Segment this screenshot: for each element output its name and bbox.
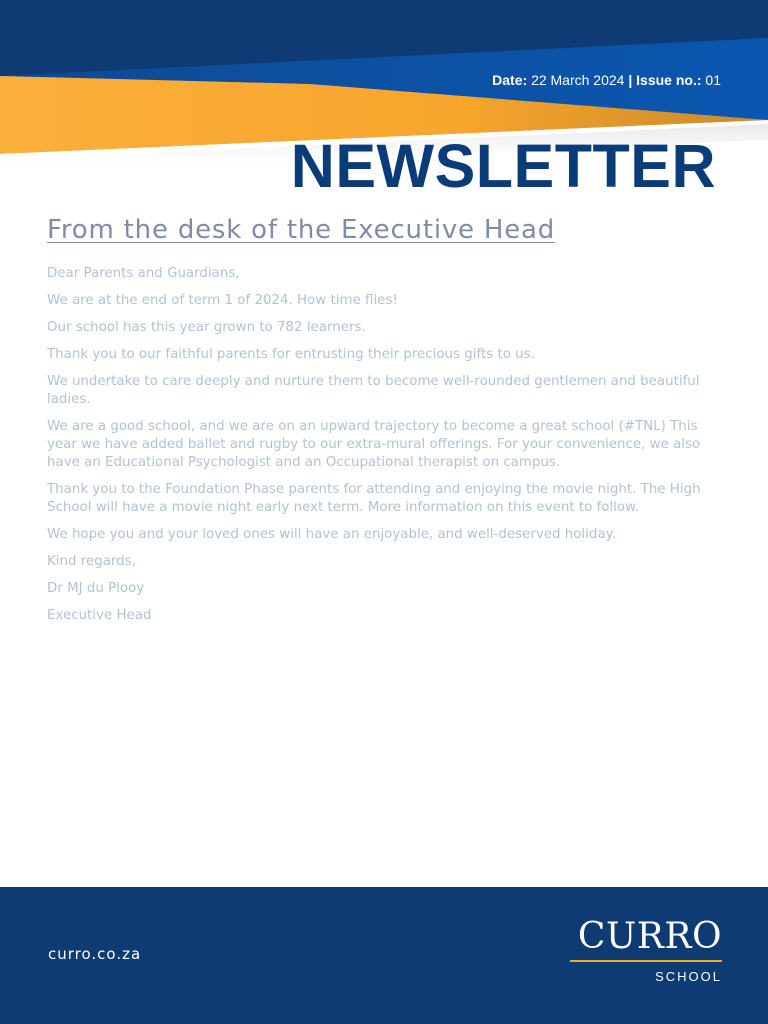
- issue-label: Issue no.:: [636, 72, 702, 88]
- closing: Kind regards,: [47, 554, 136, 569]
- logo-subtitle: SCHOOL: [655, 969, 722, 984]
- paragraph: We undertake to care deeply and nurture them to become well-rounded gentlemen and beautiful ladies.: [47, 374, 700, 407]
- paragraph: Dear Parents and Guardians,: [47, 266, 240, 281]
- newsletter-header: [0, 0, 768, 200]
- letter-body: [47, 265, 717, 634]
- logo-underline: [570, 960, 722, 962]
- page-title: NEWSLETTER: [290, 132, 716, 200]
- curro-logo: [570, 916, 722, 984]
- issue-value: 01: [705, 72, 721, 88]
- issue-info: [492, 72, 721, 88]
- logo-wordmark: CURRO: [577, 916, 722, 957]
- signatory-title: Executive Head: [47, 608, 152, 623]
- date-value: 22 March 2024: [531, 72, 625, 88]
- paragraph: Thank you to the Foundation Phase parents for attending and enjoying the movie night. The High School will have a movie night early next term. More information on this event to follow.: [47, 482, 701, 515]
- article-heading: From the desk of the Executive Head: [47, 215, 556, 245]
- date-label: Date:: [492, 72, 528, 88]
- footer-bar: [0, 887, 768, 1024]
- paragraph: We are at the end of term 1 of 2024. How time flies!: [47, 293, 398, 308]
- separator: |: [628, 72, 633, 88]
- signatory-name: Dr MJ du Plooy: [47, 581, 145, 596]
- paragraph: Thank you to our faithful parents for entrusting their precious gifts to us.: [47, 347, 535, 362]
- paragraph: Our school has this year grown to 782 learners.: [47, 320, 366, 335]
- paragraph: We hope you and your loved ones will have an enjoyable, and well-deserved holiday.: [47, 527, 616, 542]
- paragraph: We are a good school, and we are on an upward trajectory to become a great school (#TNL) This year we have added ballet and rugby to our extra-mural offerings. For your convenience, we also have an Educational Psychologist and an Occupational therapist on campus.: [47, 419, 701, 470]
- website-link[interactable]: curro.co.za: [48, 945, 142, 963]
